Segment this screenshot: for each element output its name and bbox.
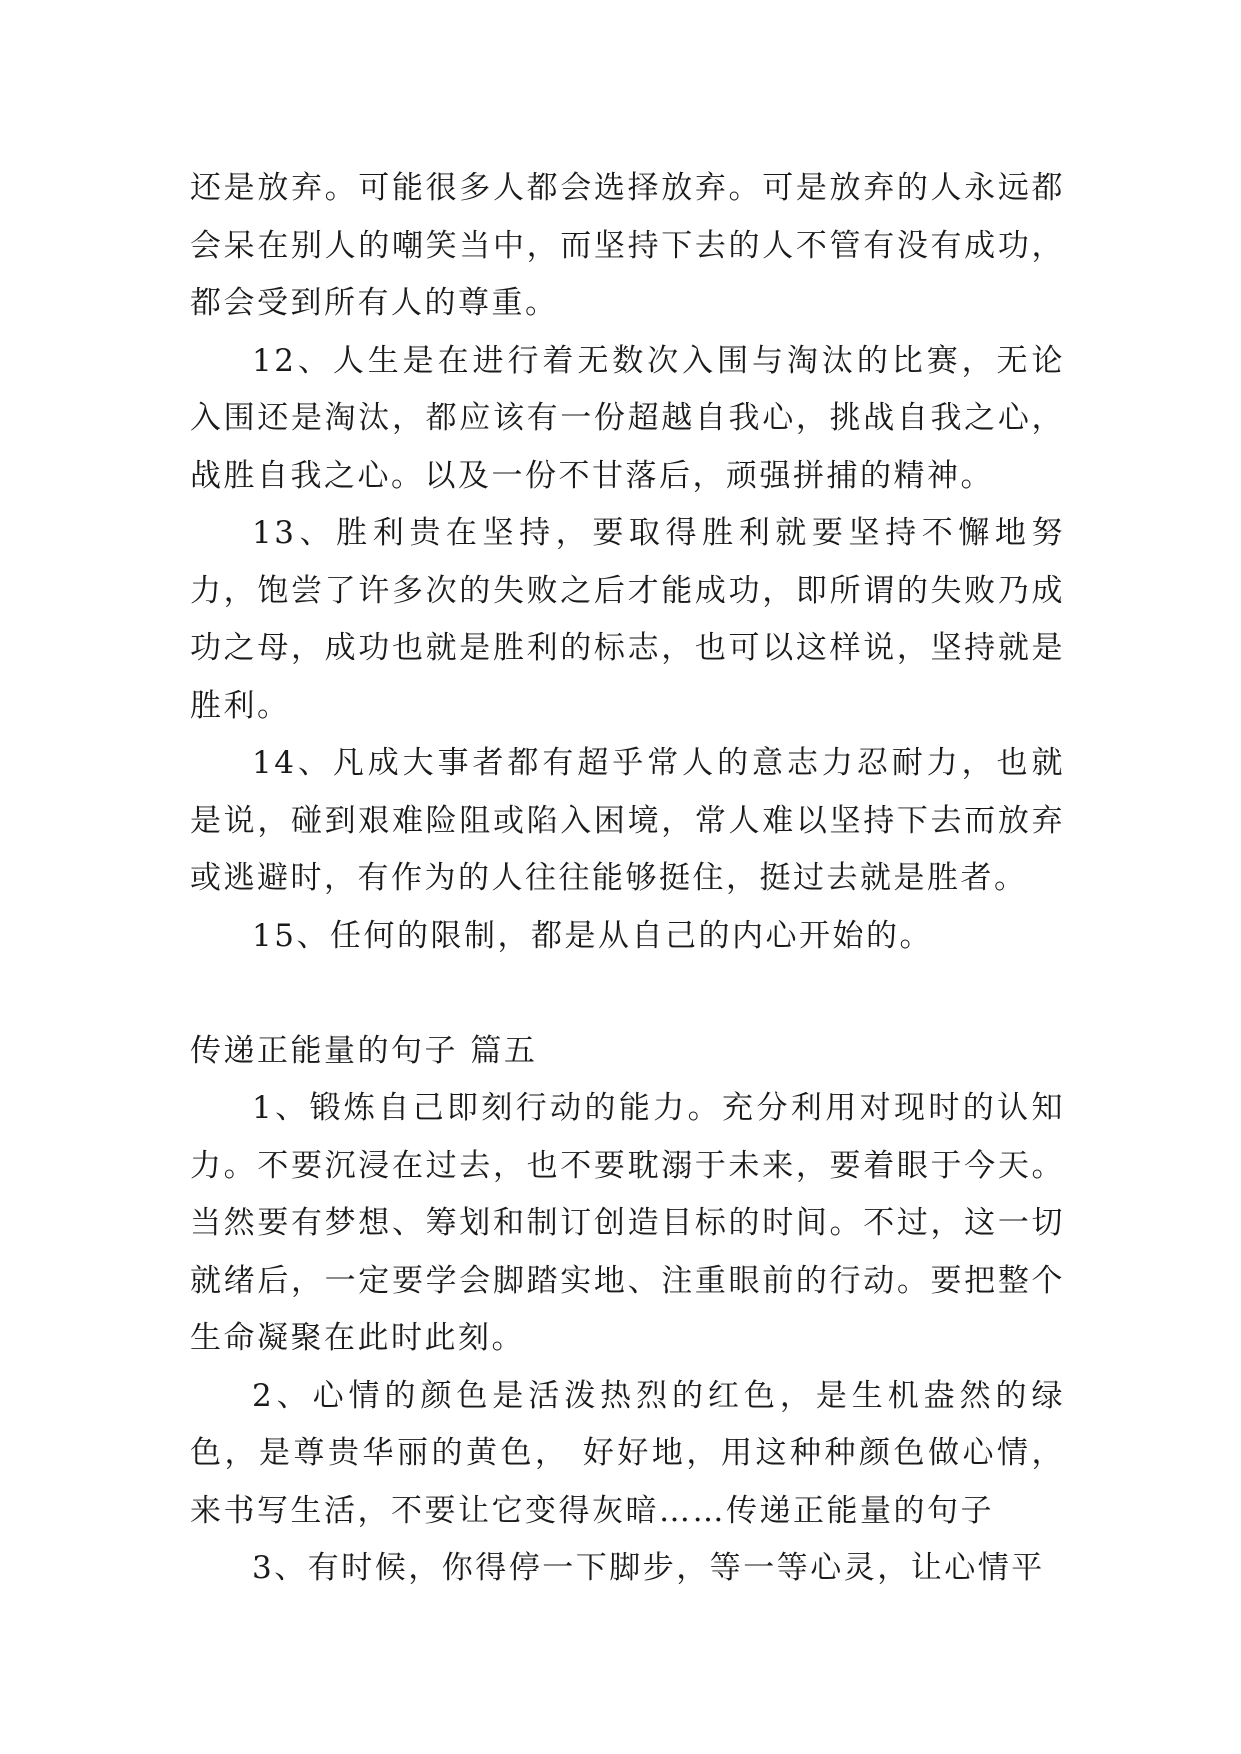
- section-spacer: [190, 965, 1065, 1023]
- paragraph-item-2: 2、心情的颜色是活泼热烈的红色，是生机盎然的绿色，是尊贵华丽的黄色， 好好地，用这种种颜色做心情，来书写生活，不要让它变得灰暗……传递正能量的句子: [190, 1377, 1065, 1529]
- paragraph-item-15: 15、任何的限制，都是从自己的内心开始的。: [252, 917, 933, 954]
- paragraph-item-3: 3、有时候，你得停一下脚步，等一等心灵，让心情平: [252, 1550, 1045, 1586]
- paragraph-continuation: 还是放弃。可能很多人都会选择放弃。可是放弃的人永远都会呆在别人的嘲笑当中，而坚持下去的人不管有没有成功，都会受到所有人的尊重。: [190, 170, 1065, 321]
- paragraph-item-1: 1、锻炼自己即刻行动的能力。充分利用对现时的认知力。不要沉浸在过去，也不要耽溺于未来，要着眼于今天。当然要有梦想、筹划和制订创造目标的时间。不过，这一切就绪后，一定要学会脚踏实地、注重眼前的行动。要把整个生命凝聚在此时此刻。: [190, 1090, 1065, 1356]
- paragraph-item-14: 14、凡成大事者都有超乎常人的意志力忍耐力，也就是说，碰到艰难险阻或陷入困境，常人难以坚持下去而放弃或逃避时，有作为的人往往能够挺住，挺过去就是胜者。: [190, 745, 1065, 896]
- paragraph-item-13: 13、胜利贵在坚持，要取得胜利就要坚持不懈地努力，饱尝了许多次的失败之后才能成功，即所谓的失败乃成功之母，成功也就是胜利的标志，也可以这样说，坚持就是胜利。: [190, 515, 1065, 724]
- section-heading: 传递正能量的句子 篇五: [190, 1032, 538, 1069]
- paragraph-item-12: 12、人生是在进行着无数次入围与淘汰的比赛，无论入围还是淘汰，都应该有一份超越自我心，挑战自我之心，战胜自我之心。以及一份不甘落后，顽强拼捕的精神。: [190, 342, 1065, 494]
- document-body: [190, 160, 1065, 1598]
